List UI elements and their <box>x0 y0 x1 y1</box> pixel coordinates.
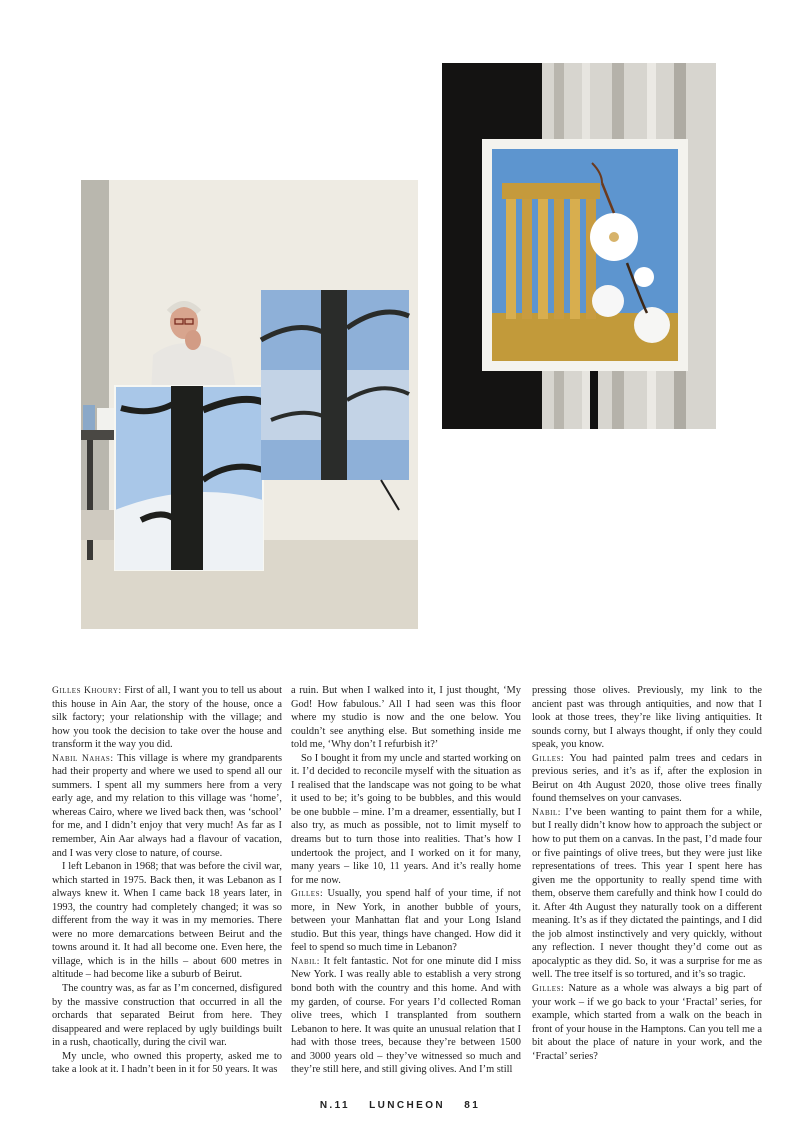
paragraph: The country was, as far as I’m concerned, disfigured by the massive construction that occurred in all the orchards that separated Beirut from here. They disappeared and were replaced by ugly buildings built in a rush, chaotically, during the civil war. <box>52 983 282 1049</box>
paragraph <box>291 955 521 1077</box>
easel-photo-graphic <box>442 63 716 429</box>
paragraph <box>532 752 762 806</box>
speaker-label: Gilles Khoury: <box>52 685 122 696</box>
speaker-label: Nabil: <box>532 806 561 818</box>
paragraph: a ruin. But when I walked into it, I just thought, ‘My God! How fabulous.’ All I had seen was this floor where my studio is now and the one below. You couldn’t see anything else. But something inside me told me, ‘Why don’t I refurbish it?’ <box>291 685 521 751</box>
article-column-1 <box>52 684 282 1077</box>
page-number: 81 <box>464 1100 481 1111</box>
speaker-label: Nabil: <box>291 955 320 967</box>
paragraph-text: I’ve been wanting to paint them for a while, but I really didn’t know how to approach the subject or how to put them on a canvas. In the past, I’d made four or five paintings of olive trees, but they were just like representations of trees. This year I spent here has given me the opportunity to really spend time with them, observe them carefully and think how I could do it. After 4th August they naturally took on a different meaning. It’s as if they dictated the paintings, and I did the job almost instinctively and very quickly, without any reflection. I never thought they’d come out as apocalyptic as they did. So, it was a surprise for me as well. The tree itself is so tortured, and it’s so tragic. <box>532 806 762 981</box>
issue-number: N.11 <box>319 1100 350 1111</box>
paragraph: I left Lebanon in 1968; that was before the civil war, which started in 1975. Back then, it was Lebanon as I always knew it. When I came back 18 years later, in 1993, the country had completely changed; it was so different from the way it was in my memories. There were no more demarcations between Beirut and the towns around it. It had all become one. Even here, the village, which is in the hills – about 600 metres in altitude – had become like a suburb of Beirut. <box>52 861 282 981</box>
article-column-3 <box>532 684 762 1063</box>
paragraph <box>532 982 762 1063</box>
paragraph-text: First of all, I want you to tell us about this house in Ain Aar, the story of the house, once a silk factory; your relationship with the village; and how you took the decision to take over the house and transform it the way you did. <box>52 685 282 751</box>
artist-studio-photo <box>81 180 418 629</box>
speaker-label: Gilles: <box>291 888 324 900</box>
article-column-2 <box>291 684 521 1077</box>
paragraph <box>52 684 282 752</box>
paragraph-text: Usually, you spend half of your time, if not more, in New York, in another bubble of yours, between your Manhattan flat and your Long Island studio. But this year, things have changed. How did it feel to spend so much time in Lebanon? <box>291 888 521 954</box>
painting-on-easel-photo <box>442 63 716 429</box>
page-footer <box>0 1100 800 1111</box>
paragraph <box>52 752 282 860</box>
paragraph <box>291 887 521 955</box>
paragraph-text: This village is where my grandparents had their property and where we used to spend all our summers. I spent all my summers here from a very early age, and my relation to this village was ‘home’, whereas Cairo, where we lived back then, was ‘school’ for me, and I didn’t enjoy that very much! As far as I remember, Ain Aar always had a flavour of vacation, and I was very close to nature, of course. <box>52 752 282 859</box>
paragraph-text: It felt fantastic. Not for one minute did I miss New York. I was really able to establish a very strong bond both with the country and this home. And with my garden, of course. For years I’d collected Roman olive trees, which I transplanted from southern Lebanon to here. It was quite an unusual relation that I had with those trees, because they’re between 1500 and 3000 years old – they’ve witnessed so much and they’re still here, and still giving olives. And I’m still <box>291 955 521 1076</box>
paragraph-text: Nature as a whole was always a big part of your work – if we go back to your ‘Fractal’ series, for example, which started from a walk on the beach in front of your house in the Hamptons. Can you tell me a bit about the place of nature in your work, and the ‘Fractal’ series? <box>532 983 762 1062</box>
paragraph <box>532 806 762 982</box>
section-name: LUNCHEON <box>369 1100 446 1111</box>
speaker-label: Gilles: <box>532 752 565 764</box>
studio-photo-graphic <box>81 180 418 629</box>
paragraph: My uncle, who owned this property, asked me to take a look at it. I hadn’t been in it for 50 years. It was <box>52 1050 282 1076</box>
speaker-label: Gilles: <box>532 983 565 995</box>
speaker-label: Nabil Nahas: <box>52 752 114 764</box>
paragraph: pressing those olives. Previously, my link to the ancient past was through antiquities, and now that I look at those trees, they’re like living antiquities. It sounds corny, but I always thought, if only they could speak, you know. <box>532 685 762 751</box>
paragraph: So I bought it from my uncle and started working on it. I’d decided to reconcile myself with the situation as I realised that the landscape was not going to be what it used to be; it’s going to be bubbles, and this would be one bubble – mine. I’m a dreamer, essentially, but I also try, as much as possible, not to limit myself to dreams but to turn those into realities. That’s how I undertook the project, and I worked on it for many, many years – like 10, 11 years. And it’s really home for me now. <box>291 752 521 886</box>
paragraph-text: You had painted palm trees and cedars in previous series, and it’s as if, after the explosion in Beirut on 4th August 2020, those olive trees finally found themselves on your canvases. <box>532 752 762 805</box>
